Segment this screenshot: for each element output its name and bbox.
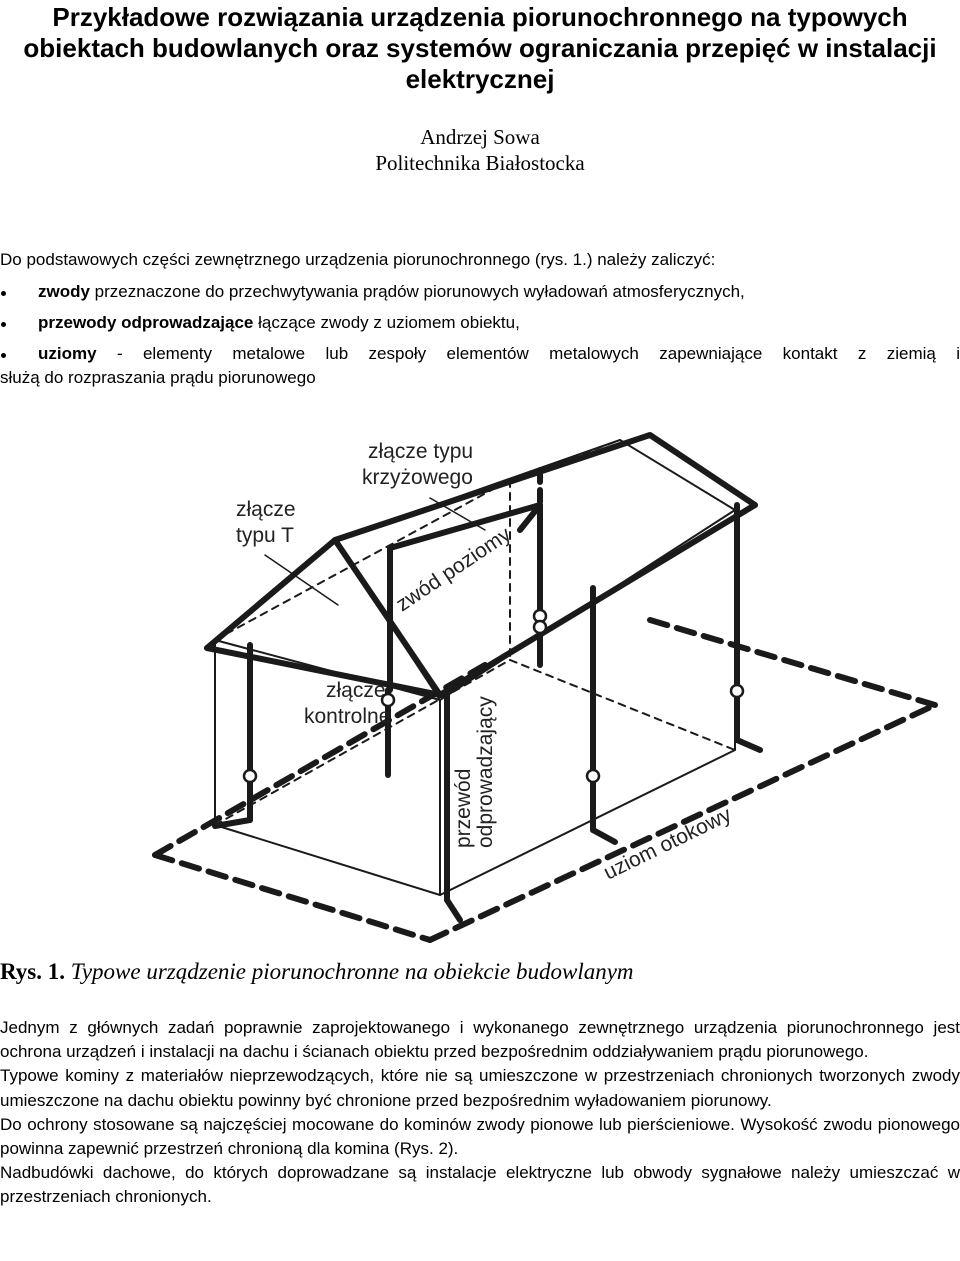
label-cross-joint-line1: złącze typu (368, 440, 474, 463)
list-item (0, 311, 960, 335)
label-t-joint-line1: złącze (236, 498, 296, 521)
list-item-term: przewody odprowadzające (38, 313, 254, 332)
label-cross-joint-line2: krzyżowego (362, 466, 473, 489)
leader-lines (265, 498, 485, 605)
author-name: Andrzej Sowa (420, 125, 540, 149)
list-item-text: służą do rozpraszania prądu piorunowego (0, 368, 316, 387)
body-text (0, 1016, 960, 1210)
label-horizontal-conductor: zwód poziomy (391, 522, 516, 617)
label-control-joint-line1: złącze (326, 679, 386, 702)
bullet-icon (1, 353, 6, 358)
list-item-text: przeznaczone do przechwytywania prądów piorunowych wyładowań atmosferycznych, (89, 282, 745, 301)
body-paragraph: Do ochrony stosowane są najczęściej mocowane do kominów zwody pionowe lub pierścieniowe. Wysokość zwodu pionowego powinna zapewnić przestrzeń chronioną dla komina (Rys. 2). (0, 1114, 960, 1159)
body-paragraph: Jednym z głównych zadań poprawnie zaprojektowanego i wykonanego zewnętrznego urządzenia piorunochronnego jest ochrona urządzeń i instalacji na dachu i ścianach obiektu przed bezpośrednim oddziaływaniem prądu piorunowego. (0, 1018, 960, 1062)
list-item-term: zwody (38, 282, 90, 301)
component-list (0, 280, 960, 397)
list-item (0, 280, 960, 304)
list-item-text: łączące zwody z uziomem obiektu, (253, 313, 520, 332)
label-ring-earth: uziom otokowy (600, 802, 736, 885)
label-t-joint-line2: typu T (236, 524, 294, 547)
author-affiliation: Politechnika Białostocka (375, 151, 585, 175)
list-item-term: uziomy (38, 344, 97, 363)
air-termination-conductors (207, 435, 755, 695)
body-paragraph: Nadbudówki dachowe, do których doprowadzane są instalacje elektryczne lub obwody sygnałowe należy umieszczać w przestrzeniach chronionych. (0, 1163, 960, 1207)
figure-caption-text: Typowe urządzenie piorunochronne na obiekcie budowlanym (70, 959, 634, 984)
bullet-icon (1, 322, 6, 327)
bullet-icon (1, 291, 6, 296)
list-item-continuation (0, 366, 960, 390)
list-item (0, 342, 960, 366)
ring-earth-electrode (155, 620, 935, 940)
figure-caption (0, 958, 960, 986)
document-title: Przykładowe rozwiązania urządzenia piorunochronnego na typowych obiektach budowlanych oraz systemów ograniczania przepięć w instalacji elektrycznej (23, 2, 937, 94)
figure-number: Rys. 1. (0, 959, 66, 984)
label-down-conductor-line1: przewód (452, 768, 475, 848)
body-paragraph: Typowe kominy z materiałów nieprzewodzących, które nie są umieszczone w przestrzeniach chronionych tworzonych zwody umieszczone na dachu obiektu powinny być chronione przed bezpośrednim wyładowaniem piorunowy. (0, 1066, 960, 1110)
intro-paragraph: Do podstawowych części zewnętrznego urządzenia piorunochronnego (rys. 1.) należy zaliczyć: (0, 250, 716, 269)
lightning-protection-diagram (150, 425, 960, 950)
label-control-joint-line2: kontrolne (304, 705, 391, 728)
list-item-text: - elementy metalowe lub zespoły elementów metalowych zapewniające kontakt z ziemią i (96, 344, 960, 363)
label-down-conductor-line2: odprowadzający (474, 696, 497, 848)
